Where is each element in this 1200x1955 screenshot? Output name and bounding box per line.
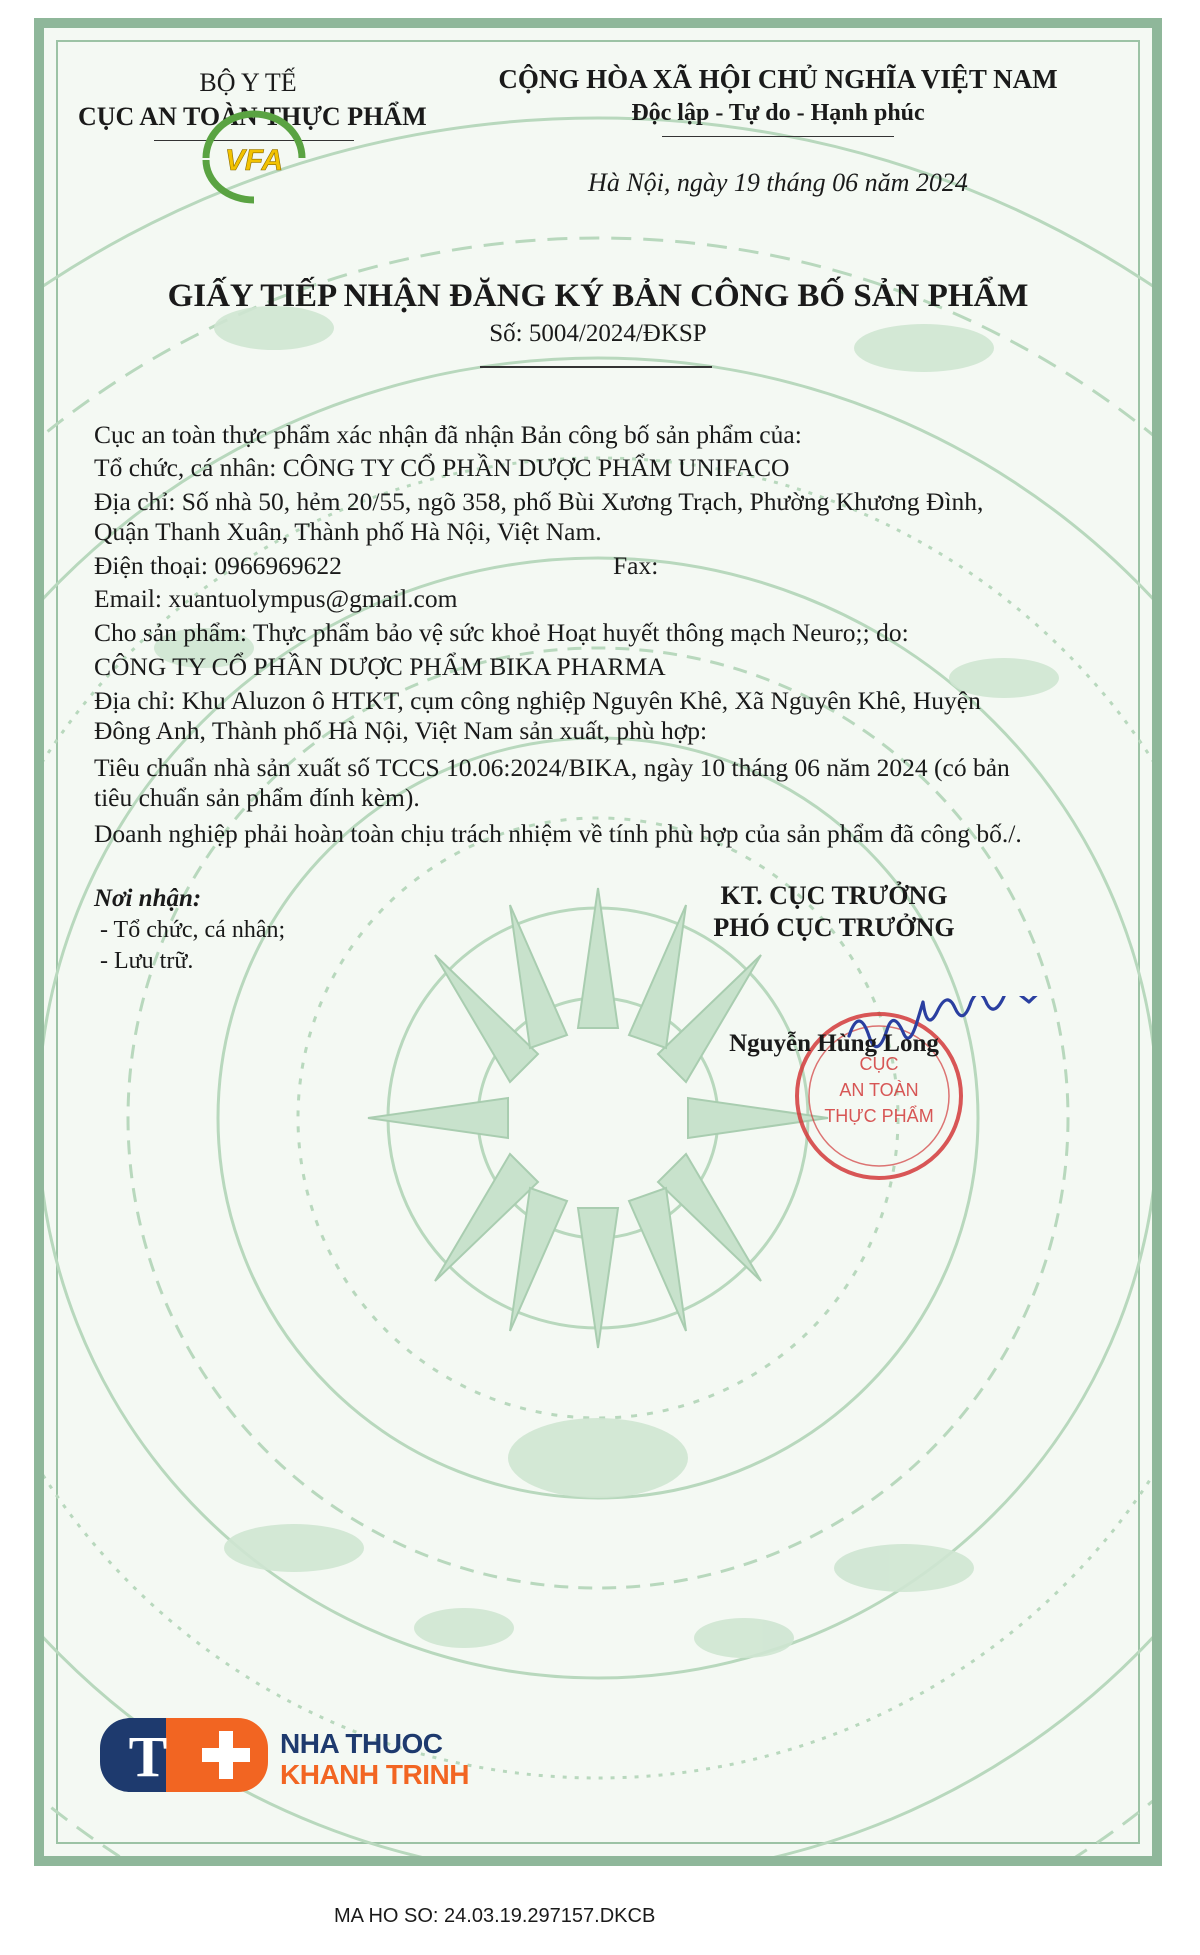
signatory-role-1: KT. CỤC TRƯỞNG (720, 881, 948, 910)
agency-name: CỤC AN TOÀN THỰC PHẨM (78, 102, 427, 131)
svg-text:THỰC PHẨM: THỰC PHẨM (824, 1106, 934, 1126)
org-address-line-2: Quận Thanh Xuân, Thành phố Hà Nội, Việt Nam. (94, 517, 602, 546)
standard-line-2: tiêu chuẩn sản phẩm đính kèm). (94, 783, 420, 812)
manufacturer-line: CÔNG TY CỔ PHẦN DƯỢC PHẨM BIKA PHARMA (94, 652, 666, 681)
svg-text:T: T (128, 1724, 168, 1789)
fax-line: Fax: (613, 551, 659, 580)
signatory-role-2: PHÓ CỤC TRƯỞNG (713, 913, 955, 942)
svg-text:AN TOÀN: AN TOÀN (839, 1080, 919, 1100)
body-intro: Cục an toàn thực phẩm xác nhận đã nhận Bản công bố sản phẩm của: (94, 420, 802, 449)
dossier-code: MA HO SO: 24.03.19.297157.DKCB (334, 1905, 656, 1927)
recipient-item: - Lưu trữ. (100, 948, 194, 974)
maker-address-line-1: Địa chỉ: Khu Aluzon ô HTKT, cụm công nghiệp Nguyên Khê, Xã Nguyên Khê, Huyện (94, 686, 981, 715)
national-motto: Độc lập - Tự do - Hạnh phúc (631, 100, 925, 126)
responsibility-line: Doanh nghiệp phải hoàn toàn chịu trách nhiệm về tính phù hợp của sản phẩm đã công bố./. (94, 819, 1022, 848)
recipients-heading: Nơi nhận: (94, 885, 202, 912)
pharmacy-logo-icon (100, 1718, 270, 1792)
vfa-logo (194, 108, 314, 208)
org-address-line-1: Địa chỉ: Số nhà 50, hẻm 20/55, ngõ 358, phố Bùi Xương Trạch, Phường Khương Đình, (94, 487, 984, 516)
organization-line: Tổ chức, cá nhân: CÔNG TY CỔ PHẦN DƯỢC PHẨM UNIFACO (94, 453, 790, 482)
motto-underline (662, 136, 894, 137)
title-underline (480, 366, 712, 368)
place-date: Hà Nội, ngày 19 tháng 06 năm 2024 (588, 168, 968, 197)
pharmacy-name-line-2: KHANH TRINH (280, 1759, 469, 1790)
document-number: Số: 5004/2024/ĐKSP (489, 320, 707, 347)
ministry-name: BỘ Y TẾ (199, 68, 297, 97)
recipient-item: - Tổ chức, cá nhân; (100, 917, 286, 943)
product-line: Cho sản phẩm: Thực phẩm bảo vệ sức khoẻ Hoạt huyết thông mạch Neuro;; do: (94, 618, 909, 647)
official-stamp-and-signature (779, 996, 1139, 1196)
country-name: CỘNG HÒA XÃ HỘI CHỦ NGHĨA VIỆT NAM (498, 64, 1058, 94)
pharmacy-name-line-1: NHA THUOC (280, 1728, 443, 1759)
standard-line-1: Tiêu chuẩn nhà sản xuất số TCCS 10.06:2024/BIKA, ngày 10 tháng 06 năm 2024 (có bản (94, 753, 1010, 782)
email-line: Email: xuantuolympus@gmail.com (94, 584, 458, 613)
phone-line: Điện thoại: 0966969622 (94, 551, 342, 580)
maker-address-line-2: Đông Anh, Thành phố Hà Nội, Việt Nam sản xuất, phù hợp: (94, 716, 708, 745)
pharmacy-watermark-logo (100, 1718, 270, 1797)
svg-text:CỤC: CỤC (859, 1054, 899, 1074)
vfa-logo-text: VFA (224, 144, 284, 177)
document-title: GIẤY TIẾP NHẬN ĐĂNG KÝ BẢN CÔNG BỐ SẢN PHẨM (167, 278, 1029, 314)
document-frame (34, 18, 1162, 1866)
signatory-name: Nguyễn Hùng Long (729, 1030, 939, 1057)
